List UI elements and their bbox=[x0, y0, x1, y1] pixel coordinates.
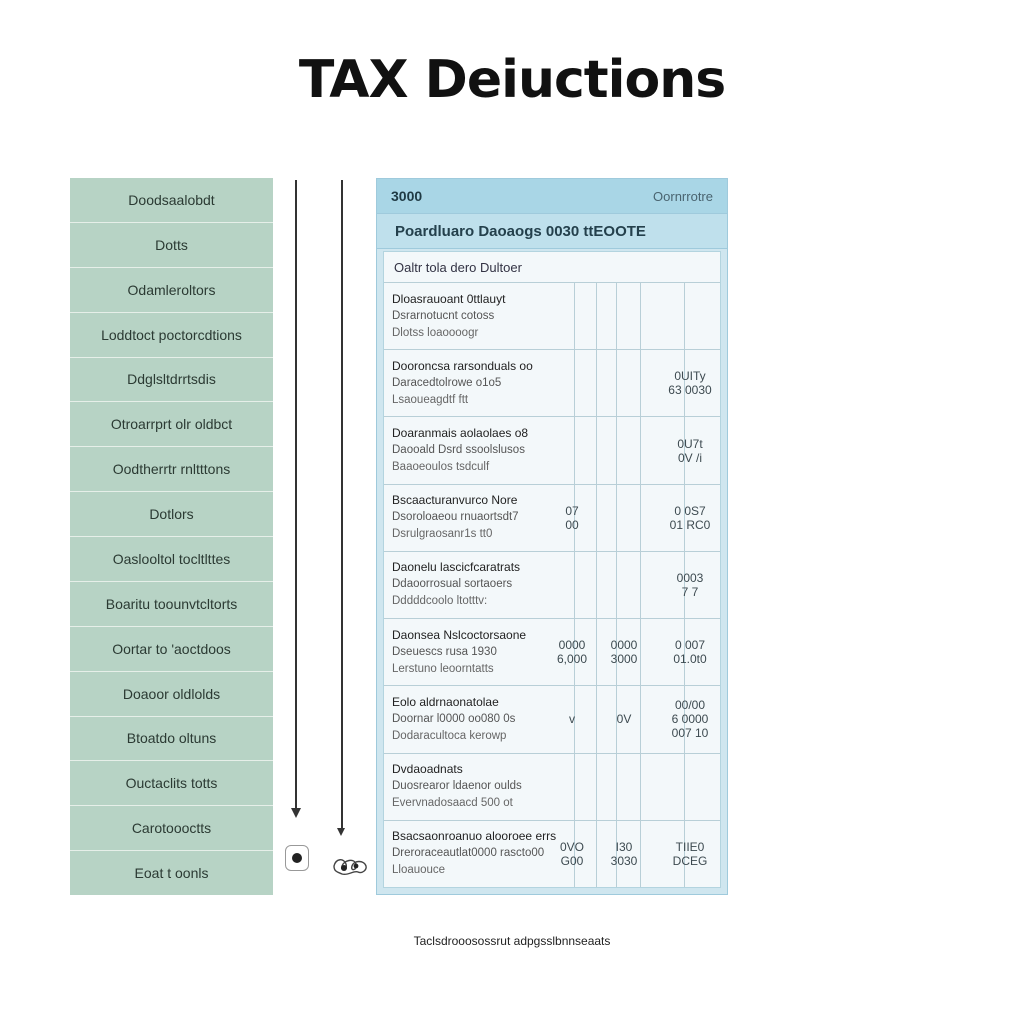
row-value-v3: TIIE0 DCEG bbox=[672, 839, 708, 868]
connector-line-2 bbox=[341, 180, 343, 830]
row-value-v1: v bbox=[569, 712, 575, 727]
row-text-l3: Lloauouce bbox=[392, 864, 446, 877]
grid-line bbox=[616, 552, 617, 618]
row-value-v3: 0003 7 7 bbox=[676, 570, 704, 599]
category-item: Eoat t oonls bbox=[134, 865, 209, 882]
row-text-l2: Dseuescs rusa 1930 bbox=[392, 645, 497, 658]
connector-node-icon bbox=[285, 845, 309, 871]
row-text-l3: Dsrulgraosanr1s tt0 bbox=[392, 528, 493, 541]
category-item: Ouctaclits totts bbox=[70, 761, 273, 806]
category-item: Boaritu toounvtcltorts bbox=[70, 582, 273, 627]
table-row bbox=[384, 417, 720, 484]
category-column bbox=[70, 178, 273, 895]
row-text-l1: Doaranmais aolaolaes o8 bbox=[392, 426, 529, 441]
grid-line bbox=[616, 754, 617, 820]
row-text-l2: Dreroraceautlat0000 rascto00 bbox=[392, 847, 545, 860]
row-text-l1: Dloasrauoant 0ttlauyt bbox=[392, 291, 506, 306]
row-value-v1: 07 00 bbox=[565, 503, 579, 532]
grid-line bbox=[616, 283, 617, 349]
table-row bbox=[384, 754, 720, 821]
row-value-v3: 0U7t 0V /i bbox=[677, 436, 703, 465]
category-item: Otroarrprt olr oldbct bbox=[70, 402, 273, 447]
category-item: Oaslooltol tocltlttes bbox=[70, 537, 273, 582]
table-header: Oaltr tola dero Dultoer bbox=[384, 252, 720, 283]
grid-line bbox=[616, 417, 617, 483]
grid-line bbox=[640, 552, 641, 618]
grid-line bbox=[616, 350, 617, 416]
grid-line bbox=[596, 754, 597, 820]
grid-line bbox=[596, 417, 597, 483]
grid-line bbox=[684, 754, 685, 820]
row-value-v2: 0V bbox=[616, 712, 632, 727]
panel-year: 3000 bbox=[391, 188, 423, 204]
row-text-l1: Dooroncsa rarsonduals oo bbox=[392, 358, 533, 373]
deduction-form-panel bbox=[376, 178, 728, 895]
grid-line bbox=[574, 754, 575, 820]
row-text-l2: Daracedtolrowe o1o5 bbox=[392, 376, 502, 389]
grid-line bbox=[596, 552, 597, 618]
category-item: Dotlors bbox=[70, 492, 273, 537]
row-value-v3: 0 007 01.0t0 bbox=[673, 638, 707, 667]
category-item: Odamleroltors bbox=[70, 268, 273, 313]
row-text-l2: Dsrarnotucnt cotoss bbox=[392, 309, 495, 322]
footer-caption: Taclsdrooosossrut adpgsslbnnseaats bbox=[413, 934, 611, 948]
row-text-l1: Bsacsaonroanuo alooroee errs bbox=[392, 829, 557, 844]
table-row bbox=[384, 283, 720, 350]
row-value-v3: 0 0S7 01 RC0 bbox=[669, 503, 711, 532]
row-text-l3: Lerstuno leoorntatts bbox=[392, 662, 494, 675]
table-row bbox=[384, 485, 720, 552]
arrow-down-icon bbox=[291, 808, 301, 818]
row-text-l2: Doornar l0000 oo080 0s bbox=[392, 712, 516, 725]
row-value-v1: 0000 6,000 bbox=[556, 638, 588, 667]
row-value-v2: I30 3030 bbox=[610, 839, 638, 868]
grid-line bbox=[574, 283, 575, 349]
row-text-l2: Duosrearor ldaenor oulds bbox=[392, 780, 522, 793]
row-value-v2: 0000 3000 bbox=[610, 638, 638, 667]
row-value-v1: 0VO G00 bbox=[559, 839, 584, 868]
scribble-knot-icon bbox=[330, 850, 370, 880]
row-text-l3: Evervnadosaacd 500 ot bbox=[392, 797, 513, 810]
row-value-v3: 00/00 6 0000 007 10 bbox=[671, 698, 709, 741]
row-text-l3: Dlotss loaoooogr bbox=[392, 326, 479, 339]
row-text-l1: Dvdaoadnats bbox=[392, 762, 463, 777]
grid-line bbox=[596, 283, 597, 349]
category-item: Btoatdo oltuns bbox=[70, 717, 273, 762]
deduction-table bbox=[383, 251, 721, 888]
row-text-l2: Ddaoorrosual sortaoers bbox=[392, 578, 513, 591]
panel-header bbox=[377, 179, 727, 213]
page-title: TAX Deiuctions bbox=[298, 50, 726, 110]
row-text-l1: Daonelu lascicfcaratrats bbox=[392, 560, 521, 575]
row-text-l3: Dddddcoolo ltotttv: bbox=[392, 595, 488, 608]
row-text-l1: Eolo aldrnaonatolae bbox=[392, 694, 499, 709]
panel-subtitle: Poardluaro Daoaogs 0030 ttEOOTE bbox=[377, 213, 727, 249]
table-row bbox=[384, 350, 720, 417]
panel-code: Oornrrotre bbox=[653, 188, 713, 204]
category-item: Doodsaalobdt bbox=[70, 178, 273, 223]
category-item: Doaoor oldlolds bbox=[70, 672, 273, 717]
category-item: Oortar to 'aoctdoos bbox=[70, 627, 273, 672]
category-item: Loddtoct poctorcdtions bbox=[70, 313, 273, 358]
grid-line bbox=[640, 350, 641, 416]
row-text-l1: Bscaacturanvurco Nore bbox=[392, 493, 518, 508]
table-row bbox=[384, 686, 720, 753]
grid-line bbox=[574, 350, 575, 416]
row-text-l2: Dsoroloaeou rnuaortsdt7 bbox=[392, 511, 519, 524]
row-text-l1: Daonsea Nslcoctorsaone bbox=[392, 627, 527, 642]
table-row bbox=[384, 619, 720, 686]
connector-line-1 bbox=[295, 180, 297, 810]
row-text-l3: Baaoeoulos tsdculf bbox=[392, 461, 490, 474]
grid-line bbox=[596, 350, 597, 416]
grid-line bbox=[684, 283, 685, 349]
grid-line bbox=[616, 485, 617, 551]
table-rows bbox=[384, 283, 720, 887]
grid-line bbox=[574, 417, 575, 483]
grid-line bbox=[640, 283, 641, 349]
table-row bbox=[384, 552, 720, 619]
grid-line bbox=[640, 417, 641, 483]
grid-line bbox=[640, 485, 641, 551]
grid-line bbox=[640, 754, 641, 820]
row-text-l3: Lsaoueagdtf ftt bbox=[392, 393, 469, 406]
row-value-v3: 0UITy 63 0030 bbox=[668, 369, 712, 398]
arrow-down-icon bbox=[337, 828, 345, 836]
row-text-l2: Daooald Dsrd ssoolslusos bbox=[392, 444, 525, 457]
row-text-l3: Dodaracultoca kerowp bbox=[392, 729, 507, 742]
category-item: Ddglsltdrrtsdis bbox=[70, 358, 273, 403]
table-row bbox=[384, 821, 720, 887]
category-item: Dotts bbox=[70, 223, 273, 268]
grid-line bbox=[574, 552, 575, 618]
category-item: Oodtherrtr rnltttons bbox=[70, 447, 273, 492]
category-item: Carotoooctts bbox=[70, 806, 273, 851]
